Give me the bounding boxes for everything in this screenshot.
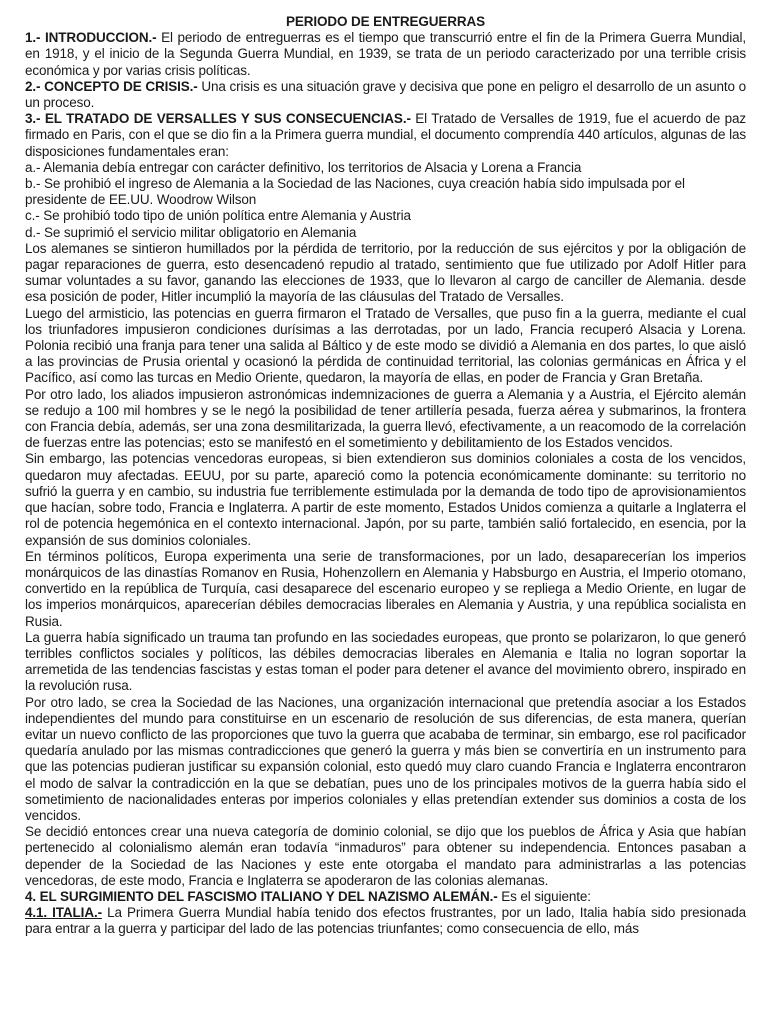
section-heading: 2.- CONCEPTO DE CRISIS.- <box>25 78 198 94</box>
section-heading: 4. EL SURGIMIENTO DEL FASCISMO ITALIANO Y DEL NAZISMO ALEMÁN.- <box>25 888 498 904</box>
section-heading: 3.- EL TRATADO DE VERSALLES Y SUS CONSECUENCIAS.- <box>25 111 411 127</box>
subsection-heading: 4.1. ITALIA.- <box>25 905 102 921</box>
paragraph: Los alemanes se sintieron humillados por la pérdida de territorio, por la reducción de sus ejércitos y por la obligación de pagar reparaciones de guerra, esto desencadenó repudio al tratado, sentimiento que fue utilizado por Adolf Hitler para sumar voluntades a su favor, ganando las elecciones de 1933, que lo llevaron al cargo de canciller de Alemania. desde esa posición de poder, Hitler incumplió la mayoría de las cláusulas del Tratado de Versalles. <box>25 240 746 305</box>
list-item: b.- Se prohibió el ingreso de Alemania a la Sociedad de las Naciones, cuya creación había sido impulsada por el presidente de EE.UU. Woodrow Wilson <box>25 176 685 208</box>
paragraph: Por otro lado, los aliados impusieron astronómicas indemnizaciones de guerra a Alemania y a Austria, el Ejército alemán se redujo a 100 mil hombres y se le negó la posibilidad de tener artillería pesada, fuerza aérea y submarinos, la frontera con Francia debía, además, ser una zona desmilitarizada, la guerra llevó, efectivamente, a un reacomodo de la correlación de fuerzas entre las potencias; esto se manifestó en el sometimiento y debilitamiento de los Estados vencidos. <box>25 386 746 451</box>
section-concepto-crisis <box>25 79 746 111</box>
paragraph: Por otro lado, se crea la Sociedad de las Naciones, una organización internacional que pretendía asociar a los Estados independientes del mundo para constituirse en un escenario de resolución de sus diferencias, de esta manera, querían evitar un nuevo conflicto de las proporciones que tuvo la guerra que acababa de terminar, sin embargo, ese rol pacificador quedaría anulado por las mismas contradicciones que generó la guerra y más bien se convertiría en un instrumento para que las potencias pudieran justificar su expansión colonial, esto quedó muy claro cuando Francia e Inglaterra encontraron el modo de salvar la contradicción en la que se debatían, pues uno de los principales motivos de la guerra había sido el sometimiento de nacionalidades enteras por imperios coloniales y ellas pretendían extender sus dominios a costa de los vencidos. <box>25 694 746 823</box>
list-item: c.- Se prohibió todo tipo de unión política entre Alemania y Austria <box>25 208 411 224</box>
section-introduccion <box>25 30 746 79</box>
paragraph: Luego del armisticio, las potencias en guerra firmaron el Tratado de Versalles, que puso fin a la guerra, mediante el cual los triunfadores impusieron condiciones durísimas a las derrotadas, por un lado, Francia recuperó Alsacia y Lorena. Polonia recibió una franja para tener una salida al Báltico y de este modo se dividió a Alemania en dos partes, lo que aisló a las provincias de Prusia oriental y ocasionó la pérdida de continuidad territorial, las colonias germánicas en África y el Pacífico, así como las turcas en Medio Oriente, quedaron, la mayoría de ellas, en poder de Francia y Gran Bretaña. <box>25 305 746 386</box>
paragraph: Se decidió entonces crear una nueva categoría de dominio colonial, se dijo que los pueblos de África y Asia que habían pertenecido al colonialismo alemán eran todavía “inmaduros” para obtener su independencia. Entonces pasaban a depender de la Sociedad de las Naciones y este ente otorgaba el mandato para administrarlas a las potencias vencedoras, de este modo, Francia e Inglaterra se apoderaron de las colonias alemanas. <box>25 824 746 888</box>
paragraph: En términos políticos, Europa experimenta una serie de transformaciones, por un lado, desaparecerían los imperios monárquicos de las dinastías Romanov en Rusia, Hohenzollern en Alemania y Habsburgo en Austria, el Imperio otomano, convertido en la república de Turquía, casi desaparece del escenario europeo y se repliega a Medio Oriente, en lugar de los imperios monárquicos, aparecerían débiles democracias liberales en Alemania y Austria, y una república socialista en Rusia. <box>25 548 746 629</box>
section-tratado-versalles <box>25 111 746 160</box>
section-text: Una crisis es una situación grave y decisiva que pone en peligro el desarrollo de un asunto o un proceso. <box>25 78 746 111</box>
section-surgimiento-fascismo <box>25 889 746 905</box>
paragraph: Sin embargo, las potencias vencedoras europeas, si bien extendieron sus dominios coloniales a costa de los vencidos, quedaron muy afectadas. EEUU, por su parte, apareció como la potencia económicamente dominante: su territorio no sufrió la guerra y en cambio, su industria fue terriblemente estimulada por la demanda de todo tipo de aprovisionamientos que hacían, sobre todo, Francia e Inglaterra. A partir de este momento, Estados Unidos comienza a quitarle a Inglaterra el rol de potencia hegemónica en el contexto internacional. Japón, por su parte, también salió fortalecido, en esencia, por la expansión de sus dominios coloniales. <box>25 451 746 548</box>
paragraph: La guerra había significado un trauma tan profundo en las sociedades europeas, que pronto se polarizaron, lo que generó terribles conflictos sociales y políticos, las débiles democracias liberales en Alemania e Italia no logran soportar la arremetida de las tendencias fascistas y estas toman el poder para detener el avance del movimiento obrero, inspirado en la revolución rusa. <box>25 629 746 694</box>
list-item: d.- Se suprimió el servicio militar obligatorio en Alemania <box>25 224 357 240</box>
section-heading: 1.- INTRODUCCION.- <box>25 30 157 46</box>
section-text: El periodo de entreguerras es el tiempo que transcurrió entre el fin de la Primera Guerra Mundial, en 1918, y el inicio de la Segunda Guerra Mundial, en 1939, se trata de un periodo caracterizado por una terrible crisis económica y por varias crisis políticas. <box>25 30 746 78</box>
subsection-italia <box>25 905 746 937</box>
section-text: La Primera Guerra Mundial había tenido dos efectos frustrantes, por un lado, Italia había sido presionada para entrar a la guerra y participar del lado de las potencias triunfantes; como consecuencia de ello, más <box>25 905 746 937</box>
document-title: PERIODO DE ENTREGUERRAS <box>285 14 485 29</box>
list-item: a.- Alemania debía entregar con carácter definitivo, los territorios de Alsacia y Lorena a Francia <box>25 159 582 175</box>
section-text: Es el siguiente: <box>497 888 591 904</box>
section-text: El Tratado de Versalles de 1919, fue el acuerdo de paz firmado en Paris, con el que se dio fin a la Primera guerra mundial, el documento comprendía 440 artículos, algunas de las disposiciones fundamentales eran: <box>25 111 746 159</box>
